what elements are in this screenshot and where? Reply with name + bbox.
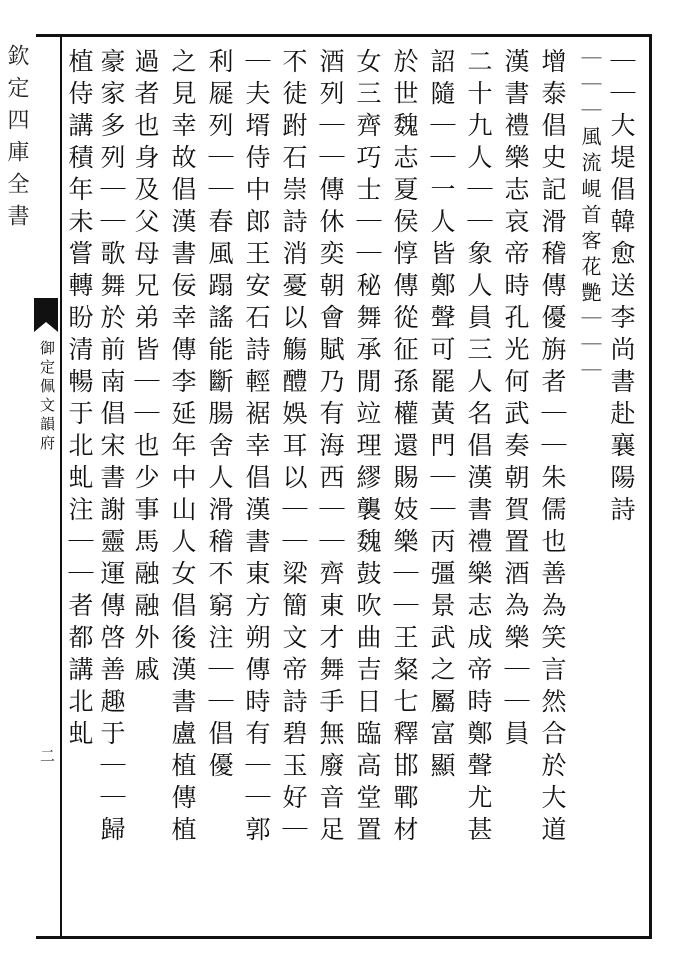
fish-tail-mark-icon bbox=[34, 298, 58, 332]
text-column: 二十九人｜｜象人員三人名倡漢書禮樂志成帝時鄭聲尤甚 bbox=[464, 48, 493, 848]
frame-left-border bbox=[60, 34, 62, 939]
text-column: ｜｜大堤倡韓愈送李尚書赴襄陽詩 bbox=[607, 48, 636, 528]
text-column: ｜夫壻侍中郎王安石詩輕裾幸倡漢書東方朔傳時有｜｜郭 bbox=[242, 48, 271, 848]
frame-bottom-border bbox=[36, 936, 652, 939]
text-column: 增泰倡史記滑稽傳優旃者｜｜朱儒也善為笑言然合於大道 bbox=[538, 48, 567, 848]
text-column: 之見幸故倡漢書佞幸傳李延年中山人女倡後漢書盧植傳植 bbox=[168, 48, 197, 848]
text-column: 女三齊巧士｜｜秘舞承閒竝理繆襲魏鼓吹曲吉日臨高堂置 bbox=[353, 48, 382, 848]
text-column: 利屣列｜｜春風蹋謠能斷腸舍人滑稽不窮注｜｜倡優 bbox=[205, 48, 234, 784]
margin-book-title: 欽定四庫全書 bbox=[4, 44, 29, 236]
text-column: 漢書禮樂志哀帝時孔光何武奏朝賀置酒為樂｜｜員 bbox=[501, 48, 530, 752]
text-column: ｜｜｜風流峴首客花艷｜｜｜ bbox=[578, 48, 602, 386]
frame-top-border bbox=[36, 34, 652, 37]
text-column: 植侍講積年未嘗轉盼清暢于北虬注｜｜者都講北虬 bbox=[65, 48, 94, 752]
text-column: 詔隨｜｜一人皆鄭聲可罷黃門｜｜丙彊景武之屬富顯 bbox=[427, 48, 456, 784]
text-column: 過者也身及父母兄弟皆｜｜也少事馬融融外戚 bbox=[131, 48, 160, 688]
text-column: 不徒跗石崇詩消憂以觴醴娛耳以｜｜梁簡文帝詩碧玉好｜ bbox=[279, 48, 308, 848]
margin-sub-title: 御定佩文韻府 bbox=[38, 340, 56, 454]
frame-right-border bbox=[649, 34, 652, 939]
page-number: 二 bbox=[38, 748, 56, 763]
text-column: 豪家多列｜｜歌舞於前南倡宋書謝靈運傳啓善趣于｜｜歸 bbox=[97, 48, 126, 848]
text-column: 酒列｜｜傳休奕朝會賦乃有海西｜｜齊東才舞手無廢音足 bbox=[316, 48, 345, 848]
text-column: 於世魏志夏侯惇傳從征孫權還賜妓樂｜｜王粲七釋邯鄲材 bbox=[390, 48, 419, 848]
